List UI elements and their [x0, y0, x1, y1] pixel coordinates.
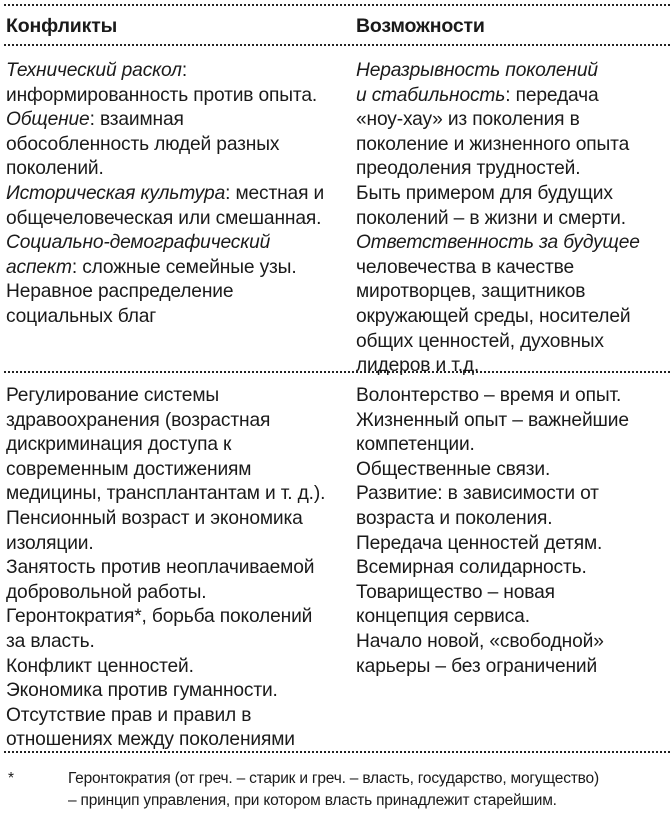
cell-line: [6, 458, 346, 483]
cell-line: [6, 231, 346, 256]
cell-line: [6, 532, 346, 557]
cell-line: [356, 605, 672, 630]
text-run: за власть.: [6, 630, 95, 652]
italic-term: Общение: [6, 109, 90, 131]
dotted-rule-bottom: [4, 751, 670, 753]
cell-line: [6, 655, 346, 680]
text-run: Быть примером для будущих: [356, 182, 613, 204]
cell-line: [6, 256, 346, 281]
italic-term: Технический раскол: [6, 60, 182, 81]
text-run: Конфликт ценностей.: [6, 655, 194, 677]
text-run: карьеры – без ограничений: [356, 655, 598, 677]
text-run: компетенции.: [356, 434, 475, 456]
row1-opportunities-cell: [356, 59, 672, 379]
text-run: Волонтерство – время и опыт.: [356, 385, 622, 406]
text-run: Развитие: в зависимости от: [356, 483, 599, 505]
text-run: добровольной работы.: [6, 581, 207, 603]
footnote-asterisk: *: [8, 770, 14, 787]
cell-line: [356, 280, 672, 305]
text-run: : местная и: [225, 182, 325, 204]
text-run: информированность против опыта.: [6, 84, 318, 106]
italic-term: Социально-демографический: [6, 232, 271, 254]
cell-line: [6, 630, 346, 655]
text-run: Товарищество – новая: [356, 581, 555, 603]
cell-line: [356, 433, 672, 458]
text-run: возраста и поколения.: [356, 507, 553, 529]
text-run: общих ценностей, духовных: [356, 330, 604, 352]
text-run: современным достижениям: [6, 458, 252, 480]
cell-line: [356, 182, 672, 207]
footnote-text: [68, 768, 668, 812]
cell-line: [6, 409, 346, 434]
text-run: медицины, трансплантантам и т. д.).: [6, 483, 326, 505]
text-run: Общественные связи.: [356, 458, 551, 480]
cell-line: [6, 679, 346, 704]
text-run: отношениях между поколениями: [6, 729, 295, 751]
italic-term: и стабильность: [356, 84, 506, 106]
cell-line: [6, 605, 346, 630]
text-run: Неравное распределение: [6, 281, 234, 303]
text-run: : передача: [505, 84, 599, 106]
cell-line: [356, 409, 672, 434]
text-run: поколений – в жизни и смерти.: [356, 207, 626, 229]
row2-conflicts-cell: [6, 384, 346, 753]
italic-term: Историческая культура: [6, 182, 226, 204]
text-run: Жизненный опыт – важнейшие: [356, 409, 629, 431]
row1-conflicts-cell: [6, 59, 346, 330]
text-run: миротворцев, защитников: [356, 281, 586, 303]
cell-line: [356, 354, 672, 379]
dotted-rule-top: [4, 4, 670, 6]
cell-line: [356, 384, 672, 409]
text-run: «ноу-хау» из поколения в: [356, 109, 580, 131]
cell-line: [6, 84, 346, 109]
cell-line: [6, 133, 346, 158]
cell-line: [356, 231, 672, 256]
cell-line: [6, 581, 346, 606]
cell-line: [356, 458, 672, 483]
cell-line: [6, 157, 346, 182]
cell-line: [6, 182, 346, 207]
cell-line: [6, 384, 346, 409]
text-run: общечеловеческая или смешанная.: [6, 207, 322, 229]
text-run: обособленность людей разных: [6, 133, 280, 155]
cell-line: [6, 59, 346, 84]
header-conflicts-label: Конфликты: [6, 15, 118, 37]
text-run: Начало новой, «свободной»: [356, 630, 604, 652]
cell-line: [356, 84, 672, 109]
header-opportunities: [356, 14, 672, 39]
text-run: Пенсионный возраст и экономика: [6, 507, 303, 529]
cell-line: [6, 108, 346, 133]
text-run: концепция сервиса.: [356, 606, 530, 628]
text-run: дискриминация доступа к: [6, 434, 232, 456]
cell-line: [6, 507, 346, 532]
header-opportunities-label: Возможности: [356, 15, 485, 37]
text-run: человечества в качестве: [356, 256, 574, 278]
cell-line: [356, 207, 672, 232]
text-run: преодоления трудностей.: [356, 158, 581, 180]
cell-line: [356, 59, 672, 84]
text-run: Регулирование системы: [6, 385, 219, 406]
cell-line: [6, 280, 346, 305]
text-run: здравоохранения (возрастная: [6, 409, 271, 431]
cell-line: [356, 256, 672, 281]
text-run: социальных благ: [6, 305, 157, 327]
dotted-rule-header: [4, 44, 670, 46]
cell-line: [356, 482, 672, 507]
cell-line: [356, 556, 672, 581]
cell-line: [356, 305, 672, 330]
text-run: Экономика против гуманности.: [6, 680, 278, 702]
dotted-rule-row1: [4, 371, 670, 373]
text-run: : сложные семейные узы.: [71, 256, 297, 278]
text-run: окружающей среды, носителей: [356, 305, 631, 327]
cell-line: [356, 108, 672, 133]
cell-line: [6, 482, 346, 507]
text-run: поколений.: [6, 158, 104, 180]
text-run: лидеров и т.д.: [356, 355, 480, 377]
cell-line: [6, 728, 346, 753]
cell-line: [356, 157, 672, 182]
cell-line: [356, 330, 672, 355]
footnote-line: – принцип управления, при котором власть принадлежит старейшим.: [68, 792, 557, 809]
italic-term: Ответственность за будущее: [356, 232, 640, 254]
text-run: изоляции.: [6, 532, 94, 554]
cell-line: [6, 704, 346, 729]
italic-term: Неразрывность поколений: [356, 60, 598, 81]
cell-line: [356, 133, 672, 158]
cell-line: [6, 305, 346, 330]
footnote-line: Геронтократия (от греч. – старик и греч. – власть, государство, могущество): [68, 770, 599, 787]
cell-line: [6, 433, 346, 458]
cell-line: [6, 207, 346, 232]
cell-line: [356, 655, 672, 680]
text-run: Всемирная солидарность.: [356, 557, 587, 579]
text-run: :: [181, 60, 188, 81]
text-run: поколение и жизненного опыта: [356, 133, 630, 155]
text-run: Занятость против неоплачиваемой: [6, 557, 315, 579]
cell-line: [356, 630, 672, 655]
row2-opportunities-cell: [356, 384, 672, 679]
header-conflicts: [6, 14, 346, 39]
text-run: Передача ценностей детям.: [356, 532, 603, 554]
text-run: Отсутствие прав и правил в: [6, 704, 252, 726]
italic-term: аспект: [6, 256, 72, 278]
text-run: Геронтократия*, борьба поколений: [6, 606, 313, 628]
text-run: : взаимная: [89, 109, 184, 131]
cell-line: [356, 507, 672, 532]
cell-line: [356, 581, 672, 606]
cell-line: [356, 532, 672, 557]
cell-line: [6, 556, 346, 581]
